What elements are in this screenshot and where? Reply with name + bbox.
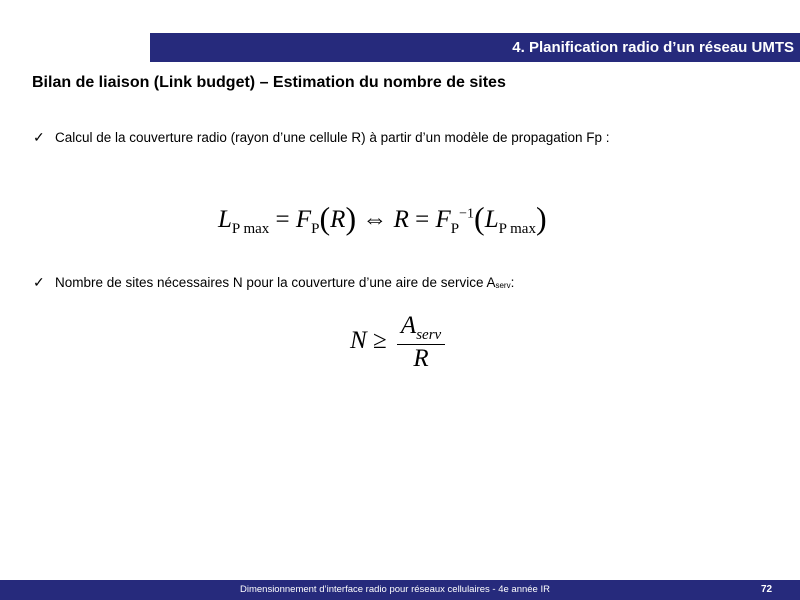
eq-F2: F xyxy=(435,206,451,233)
fraction xyxy=(397,312,445,373)
paren-close-icon: ) xyxy=(345,200,357,236)
checkmark-icon: ✓ xyxy=(33,129,45,145)
footer-text: Dimensionnement d’interface radio pour réseaux cellulaires - 4e année IR xyxy=(240,584,550,595)
page-number: 72 xyxy=(761,584,773,595)
header-bar xyxy=(150,33,800,62)
eq-equals-2: = xyxy=(415,206,430,233)
checkmark-icon: ✓ xyxy=(33,274,45,290)
eq-N: N xyxy=(350,327,367,355)
eq-equivalence: ⇔ xyxy=(362,206,388,233)
paren-open-icon: ( xyxy=(319,200,331,236)
eq-R: R xyxy=(330,206,346,233)
eq-equals: = xyxy=(275,206,290,233)
eq-F2-subscript: P xyxy=(450,221,460,237)
bullet-sites-text: Nombre de sites nécessaires N pour la couverture d’une aire de service A xyxy=(55,275,496,290)
coverage-equation xyxy=(218,200,547,238)
slide-title: Bilan de liaison (Link budget) – Estimation du nombre de sites xyxy=(32,74,506,91)
bullet-sites-suffix: : xyxy=(510,275,515,290)
paren-close-icon: ) xyxy=(535,200,547,236)
footer-bar xyxy=(0,580,800,600)
bullet-coverage-text: Calcul de la couverture radio (rayon d’une cellule R) à partir d’un modèle de propagation Fp : xyxy=(55,130,610,145)
eq-F-subscript: P xyxy=(311,221,320,237)
fraction-numerator xyxy=(397,312,445,345)
eq-A: A xyxy=(400,312,417,339)
sites-equation xyxy=(350,312,445,373)
eq-R-denominator: R xyxy=(413,345,429,372)
fraction-denominator xyxy=(397,345,445,373)
eq-F: F xyxy=(295,206,312,233)
eq-A-subscript: serv xyxy=(416,327,442,343)
eq-R2: R xyxy=(393,206,409,233)
eq-geq: ≥ xyxy=(372,327,387,355)
bullet-sites-subscript: serv xyxy=(495,281,511,290)
paren-open-icon: ( xyxy=(474,200,485,236)
bullet-coverage xyxy=(33,129,610,146)
eq-L2-subscript: P max xyxy=(498,221,536,237)
eq-L2: L xyxy=(484,206,499,233)
eq-inverse-superscript: −1 xyxy=(459,206,475,222)
bullet-sites xyxy=(33,274,514,291)
section-title: 4. Planification radio d’un réseau UMTS xyxy=(512,39,794,56)
eq-L: L xyxy=(218,206,232,233)
eq-L-subscript: P max xyxy=(231,221,270,237)
